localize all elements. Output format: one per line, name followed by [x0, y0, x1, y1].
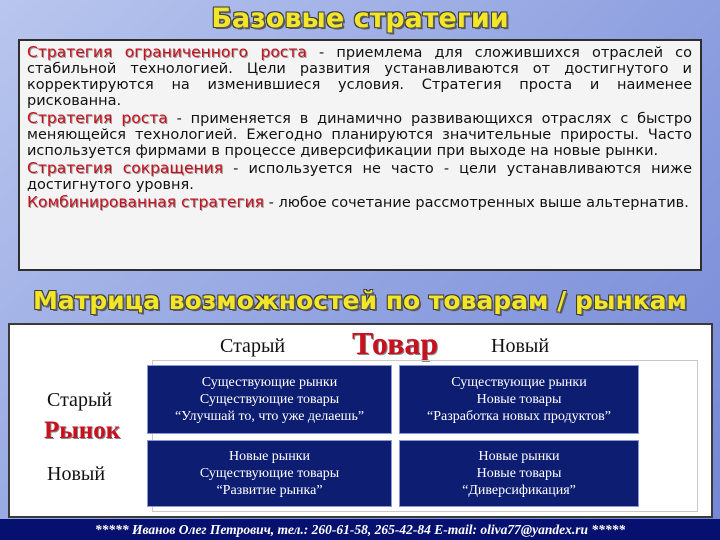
cell-line: Новые рынки	[478, 449, 560, 464]
strategy-name: Стратегия роста	[27, 109, 168, 127]
slide-title: Базовые стратегии	[211, 3, 509, 34]
cell-line: Существующие товары	[199, 392, 340, 407]
cell-new-market-old-product	[147, 440, 392, 507]
cell-line: “Развитие рынка”	[216, 483, 323, 498]
strategy-limited-growth	[27, 44, 692, 109]
strategies-text-box	[18, 39, 702, 271]
strategy-growth	[27, 110, 692, 159]
strategy-combined	[27, 194, 692, 211]
market-old-label: Старый	[47, 389, 113, 411]
product-market-matrix	[8, 323, 713, 518]
strategy-name: Комбинированная стратегия	[27, 193, 264, 211]
cell-line: Существующие рынки	[201, 375, 338, 390]
product-axis-label: Товар	[352, 325, 439, 361]
cell-line: “Улучшай то, что уже делаешь”	[174, 409, 365, 424]
cell-line: Новые товары	[476, 466, 562, 481]
strategy-reduction	[27, 160, 692, 193]
cell-new-market-new-product	[399, 440, 639, 507]
cell-line: Новые рынки	[228, 449, 311, 464]
strategy-description: - приемлема для сложившихся отраслей со стабильной технологией. Цели развития устанавливаются от достигнутого и корректируются на изменившиеся условия. Стратегия проста и наименее рискованна.	[27, 45, 692, 109]
matrix-title: Матрица возможностей по товарам / рынкам	[33, 286, 687, 315]
strategy-description: - любое сочетание рассмотренных выше альтернатив.	[264, 195, 689, 211]
market-new-label: Новый	[47, 463, 106, 485]
product-old-label: Старый	[220, 335, 286, 357]
cell-line: “Диверсификация”	[462, 483, 576, 498]
cell-line: Существующие рынки	[451, 375, 587, 390]
cell-line: Новые товары	[476, 392, 562, 407]
market-axis-label: Рынок	[44, 417, 121, 444]
cell-line: Существующие товары	[199, 466, 340, 481]
author-footer: ***** Иванов Олег Петрович, тел.: 260-61-58, 265-42-84 E-mail: oliva77@yandex.ru *****	[0, 519, 720, 540]
cell-old-market-old-product	[147, 365, 392, 434]
strategy-name: Стратегия сокращения	[27, 159, 224, 177]
cell-old-market-new-product	[399, 365, 639, 434]
strategy-description: - используется не часто - цели устанавливаются ниже достигнутого уровня.	[27, 161, 692, 193]
cell-line: “Разработка новых продуктов”	[427, 409, 611, 424]
strategy-description: - применяется в динамично развивающихся отраслях с быстро меняющейся технологией. Ежегодно планируются значительные приросты. Часто используется фирмами в процессе диверсификации при выходе на новые рынки.	[27, 111, 693, 159]
strategy-name: Стратегия ограниченного роста	[27, 43, 307, 61]
product-new-label: Новый	[491, 335, 550, 357]
